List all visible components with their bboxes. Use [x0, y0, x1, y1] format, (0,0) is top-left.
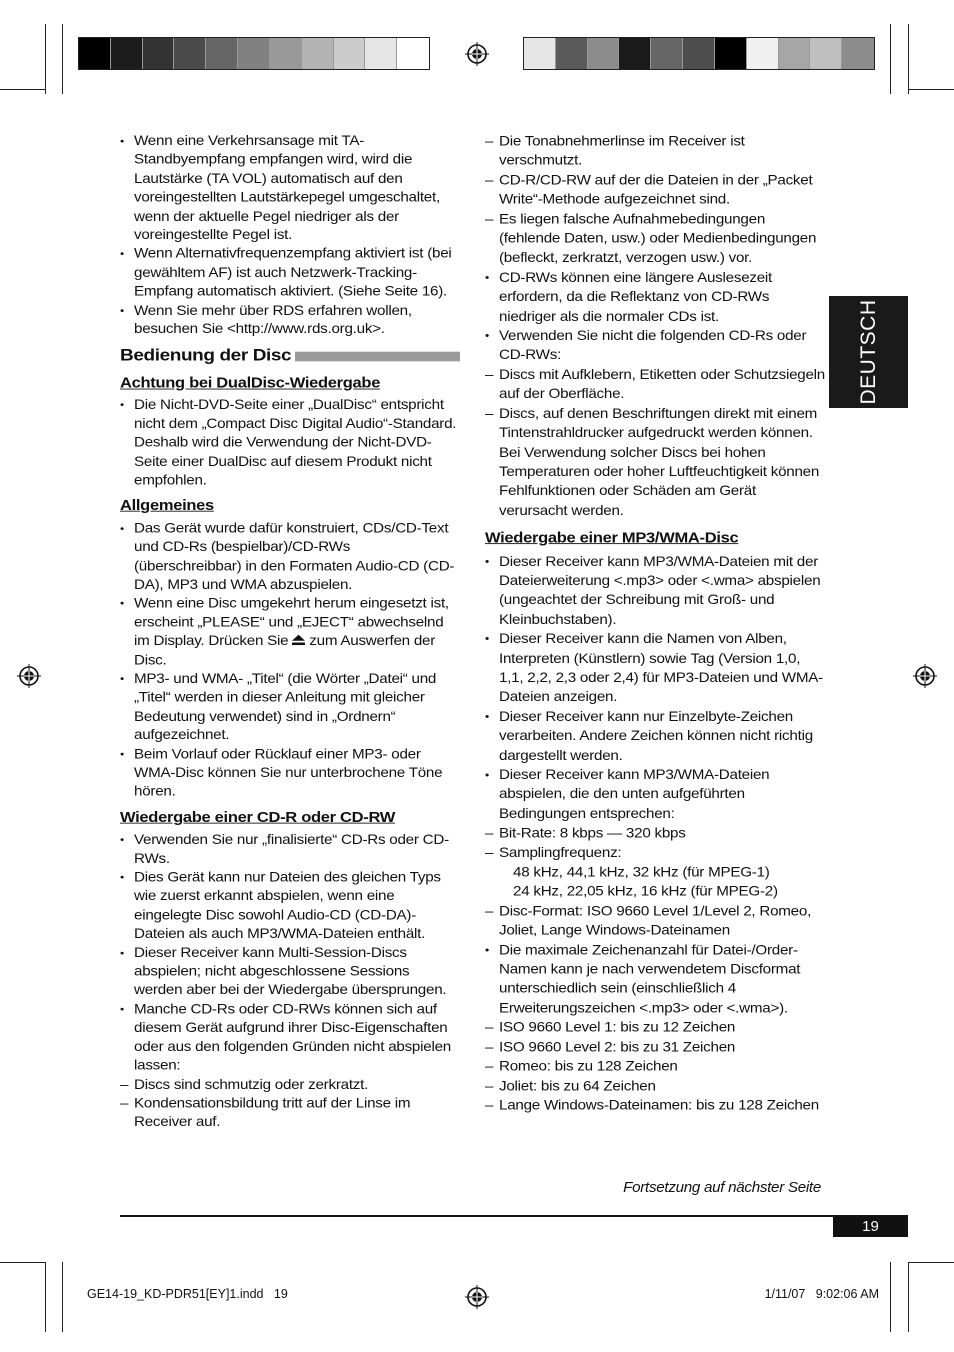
crop-mark: [45, 24, 46, 94]
list-item: • Dieser Receiver kann MP3/WMA-Dateien abspielen, die den unten aufgeführten Bedingungen entsprechen:: [485, 766, 825, 824]
crop-mark: [62, 24, 63, 94]
sub-list-item: – ISO 9660 Level 1: bis zu 12 Zeichen: [485, 1018, 825, 1037]
color-swatch: [334, 38, 366, 69]
crop-mark: [908, 1262, 954, 1263]
list-item: • Wenn eine Verkehrsansage mit TA-Standbyempfang empfangen wird, wird die Lautstärke (TA VOL) automatisch auf den voreingestellten Lautstärkepegel umgeschaltet, wenn der aktuelle Pegel niedriger als der voreingestellte Pegel ist.: [120, 132, 460, 245]
color-swatch: [619, 38, 651, 69]
sub-list-item: – Lange Windows-Dateinamen: bis zu 128 Zeichen: [485, 1096, 825, 1115]
sub-list-line: 48 kHz, 44,1 kHz, 32 kHz (für MPEG-1): [513, 864, 770, 880]
footer-date-info: 1/11/07 9:02:06 AM: [764, 1287, 879, 1301]
sub-list-item: – Die Tonabnehmerlinse im Receiver ist verschmutzt.: [485, 132, 825, 171]
color-swatch: [842, 38, 874, 69]
color-swatch: [651, 38, 683, 69]
color-swatch: [683, 38, 715, 69]
sub-list-item: – ISO 9660 Level 2: bis zu 31 Zeichen: [485, 1038, 825, 1057]
page-number: 19: [862, 1218, 879, 1235]
section-title-bar: [295, 351, 460, 361]
registration-mark-icon: [465, 1285, 489, 1309]
color-swatch: [524, 38, 556, 69]
subheading-general: Allgemeines: [120, 497, 214, 514]
crop-mark: [908, 89, 954, 90]
crop-mark: [890, 24, 891, 94]
list-item: [120, 595, 460, 670]
sub-list-item: – Bit-Rate: 8 kbps — 320 kbps: [485, 824, 825, 843]
color-bar-right: [523, 37, 875, 70]
color-swatch: [715, 38, 747, 69]
color-swatch: [143, 38, 175, 69]
crop-mark: [890, 1262, 891, 1332]
color-swatch: [365, 38, 397, 69]
list-item-text: Wenn eine Disc umgekehrt herum eingesetzt ist, erscheint „PLEASE“ und „EJECT“ abwechselnd im Display. Drücken Sie: [134, 596, 449, 649]
sub-list-item: – Discs mit Aufklebern, Etiketten oder Schutzsiegeln auf der Oberfläche.: [485, 365, 825, 404]
sub-list-item: – Romeo: bis zu 128 Zeichen: [485, 1057, 825, 1076]
crop-mark: [0, 89, 45, 90]
sub-list-item: – Samplingfrequenz:: [485, 843, 825, 862]
color-swatch: [397, 38, 429, 69]
sub-list-item: – Disc-Format: ISO 9660 Level 1/Level 2, Romeo, Joliet, Lange Windows-Dateinamen: [485, 902, 825, 941]
list-item: • Wenn Sie mehr über RDS erfahren wollen, besuchen Sie <http://www.rds.org.uk>.: [120, 301, 460, 339]
list-item: • CD-RWs können eine längere Auslesezeit erfordern, da die Reflektanz von CD-RWs niedriger als die normaler CDs ist.: [485, 268, 825, 326]
list-item: • Das Gerät wurde dafür konstruiert, CDs/CD-Text und CD-Rs (bespielbar)/CD-RWs (überschreibbar) in den Formaten Audio-CD (CD-DA), MP3 und WMA abzuspielen.: [120, 519, 460, 594]
list-item: • Dieser Receiver kann MP3/WMA-Dateien mit der Dateierweiterung <.mp3> oder <.wma> abspielen (ungeachtet der Schreibung mit Groß- und Kleinbuchstaben).: [485, 552, 825, 630]
note-text: Bei Verwendung solcher Discs bei hohen Temperaturen oder hoher Luftfeuchtigkeit können Fehlfunktionen oder Schäden am Gerät verursacht werden.: [499, 444, 820, 519]
sub-list-line: 24 kHz, 22,05 kHz, 16 kHz (für MPEG-2): [513, 883, 778, 900]
language-tab-label: DEUTSCH: [856, 299, 880, 405]
subheading-mp3: Wiedergabe einer MP3/WMA-Disc: [485, 529, 739, 547]
sub-list-item: – Joliet: bis zu 64 Zeichen: [485, 1076, 825, 1095]
registration-mark-icon: [17, 664, 41, 688]
left-column: [120, 132, 460, 1132]
color-swatch: [302, 38, 334, 69]
color-swatch: [270, 38, 302, 69]
sub-list-item: – Es liegen falsche Aufnahmebedingungen (fehlende Daten, usw.) oder Medienbedingungen (befleckt, zerkratzt, verzogen usw.) vor.: [485, 210, 825, 268]
sub-list-item: – CD-R/CD-RW auf der die Dateien in der „Packet Write“-Methode aufgezeichnet sind.: [485, 171, 825, 210]
color-swatch: [556, 38, 588, 69]
color-swatch: [79, 38, 111, 69]
subheading-cdr: Wiedergabe einer CD-R oder CD-RW: [120, 809, 396, 826]
color-bar-left: [78, 37, 430, 70]
right-column: [485, 132, 825, 1115]
list-item: • Dieser Receiver kann Multi-Session-Discs abspielen; nicht abgeschlossene Sessions werden aber bei der Wiedergabe übersprungen.: [120, 944, 460, 1000]
footer-file-info: GE14-19_KD-PDR51[EY]1.indd 19: [87, 1287, 288, 1301]
list-item: • Dieser Receiver kann die Namen von Alben, Interpreten (Künstlern) sowie Tag (Version 1,0, 1,1, 2,2, 2,3 oder 2,4) für MP3-Dateien und WMA-Dateien anzeigen.: [485, 630, 825, 708]
color-swatch: [779, 38, 811, 69]
list-item-text: zum Auswerfen der Disc.: [134, 633, 436, 668]
list-item: • Verwenden Sie nur „finalisierte“ CD-Rs oder CD-RWs.: [120, 831, 460, 869]
list-item: • Verwenden Sie nicht die folgenden CD-Rs oder CD-RWs:: [485, 326, 825, 365]
color-swatch: [111, 38, 143, 69]
crop-mark: [45, 1262, 46, 1332]
language-tab: [829, 296, 908, 408]
list-item: • MP3- und WMA- „Titel“ (die Wörter „Datei“ und „Titel“ werden in dieser Anleitung mit gleicher Bedeutung verwendet) sind in „Ordnern“ aufgezeichnet.: [120, 670, 460, 745]
section-title-text: Bedienung der Disc: [120, 346, 292, 366]
section-title: [120, 347, 460, 366]
footer-rule: [120, 1215, 908, 1217]
eject-icon: [292, 635, 305, 646]
sub-list-item: – Discs sind schmutzig oder zerkratzt.: [120, 1075, 460, 1094]
crop-mark: [908, 1262, 909, 1332]
list-item: • Dieser Receiver kann nur Einzelbyte-Zeichen verarbeiten. Andere Zeichen können nicht richtig dargestellt werden.: [485, 707, 825, 765]
list-item: • Dies Gerät kann nur Dateien des gleichen Typs wie zuerst erkannt abspielen, wenn eine eingelegte Disc sowohl Audio-CD (CD-DA)-Dateien als auch MP3/WMA-Dateien enthält.: [120, 868, 460, 943]
continued-note: Fortsetzung auf nächster Seite: [623, 1179, 821, 1196]
color-swatch: [588, 38, 620, 69]
registration-mark-icon: [913, 664, 937, 688]
color-swatch: [238, 38, 270, 69]
sub-list-item: – Discs, auf denen Beschriftungen direkt mit einem Tintenstrahldrucker aufgedruckt werden können.: [485, 404, 825, 443]
color-swatch: [810, 38, 842, 69]
page-number-box: [833, 1217, 908, 1237]
list-item: • Wenn Alternativfrequenzempfang aktiviert ist (bei gewähltem AF) ist auch Netzwerk-Tracking-Empfang automatisch aktiviert. (Siehe Seite 16).: [120, 245, 460, 301]
color-swatch: [747, 38, 779, 69]
list-item: • Die Nicht-DVD-Seite einer „DualDisc“ entspricht nicht dem „Compact Disc Digital Audio“-Standard. Deshalb wird die Verwendung der Nicht-DVD-Seite einer DualDisc auf diesem Produkt nicht empfohlen.: [120, 396, 460, 490]
subheading-dualdisc: Achtung bei DualDisc-Wiedergabe: [120, 375, 381, 392]
crop-mark: [908, 24, 909, 94]
color-swatch: [174, 38, 206, 69]
sub-list-item: – Kondensationsbildung tritt auf der Linse im Receiver auf.: [120, 1094, 460, 1132]
list-item: • Die maximale Zeichenanzahl für Datei-/Order-Namen kann je nach verwendetem Discformat unterschiedlich sein (einschließlich 4 Erweiterungszeichen <.mp3> oder <.wma>).: [485, 940, 825, 1018]
crop-mark: [62, 1262, 63, 1332]
list-item: • Beim Vorlauf oder Rücklauf einer MP3- oder WMA-Disc können Sie nur unterbrochene Töne hören.: [120, 745, 460, 801]
list-item: • Manche CD-Rs oder CD-RWs können sich auf diesem Gerät aufgrund ihrer Disc-Eigenschaften oder aus den folgenden Gründen nicht abspielen lassen:: [120, 1000, 460, 1075]
crop-mark: [0, 1262, 45, 1263]
registration-mark-icon: [465, 42, 489, 66]
color-swatch: [206, 38, 238, 69]
